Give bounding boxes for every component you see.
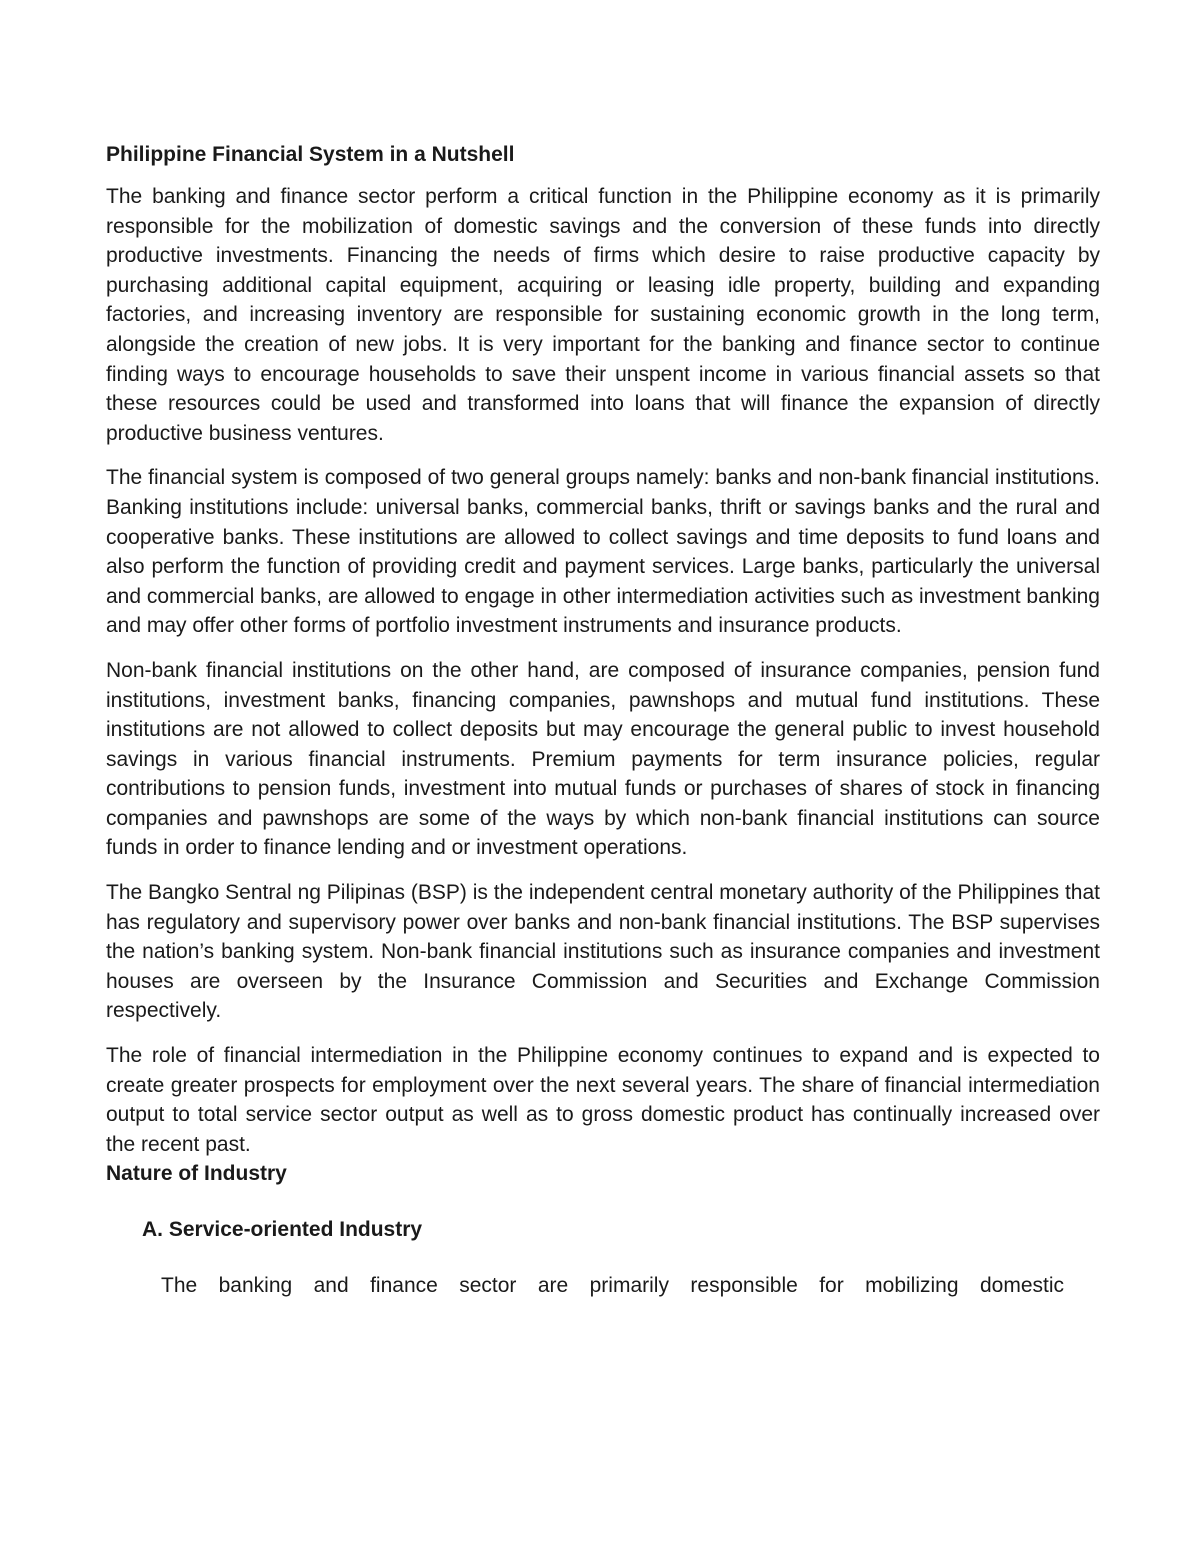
section-heading: Nature of Industry [106, 1162, 287, 1186]
paragraph-intro: The banking and finance sector perform a critical function in the Philippine economy as it is primarily responsible for the mobilization of domestic savings and the conversion of these funds into directly productive investments. Financing the needs of firms which desire to raise productive capacity by purchasing additional capital equipment, acquiring or leasing idle property, building and expanding factories, and increasing inventory are responsible for sustaining economic growth in the long term, alongside the creation of new jobs. It is very important for the banking and finance sector to continue finding ways to encourage households to save their unspent income in various financial assets so that these resources could be used and transformed into loans that will finance the expansion of directly productive business ventures. [106, 185, 1100, 445]
document-body [106, 140, 1100, 1316]
paragraph-intermediation: The role of financial intermediation in the Philippine economy continues to expand and is expected to create greater prospects for employment over the next several years. The share of financial intermediation output to total service sector output as well as to gross domestic product has continually increased over the recent past. [106, 1044, 1100, 1156]
document-title: Philippine Financial System in a Nutshell [106, 143, 515, 166]
paragraph-non-bank: Non-bank financial institutions on the other hand, are composed of insurance companies, pension fund institutions, investment banks, financing companies, pawnshops and mutual fund institutions. These institutions are not allowed to collect deposits but may encourage the general public to invest household savings in various financial instruments. Premium payments for term insurance policies, regular contributions to pension funds, investment into mutual funds or purchases of shares of stock in financing companies and pawnshops are some of the ways by which non-bank financial institutions can source funds in order to finance lending and or investment operations. [106, 658, 1100, 860]
paragraph-bsp: The Bangko Sentral ng Pilipinas (BSP) is the independent central monetary authority of the Philippines that has regulatory and supervisory power over banks and non-bank financial institutions. The BSP supervises the nation’s banking system. Non-bank financial institutions such as insurance companies and investment houses are overseen by the Insurance Commission and Securities and Exchange Commission respectively. [106, 881, 1100, 1023]
paragraph-financial-system: The financial system is composed of two general groups namely: banks and non-bank financial institutions. Banking institutions include: universal banks, commercial banks, thrift or savings banks and the rural and cooperative banks. These institutions are allowed to collect savings and time deposits to fund loans and also perform the function of providing credit and payment services. Large banks, particularly the universal and commercial banks, are allowed to engage in other intermediation activities such as investment banking and may offer other forms of portfolio investment instruments and insurance products. [106, 466, 1100, 638]
subsection-heading: A. Service-oriented Industry [142, 1218, 423, 1242]
subsection-paragraph: The banking and finance sector are primarily responsible for mobilizing domestic [161, 1274, 1064, 1298]
